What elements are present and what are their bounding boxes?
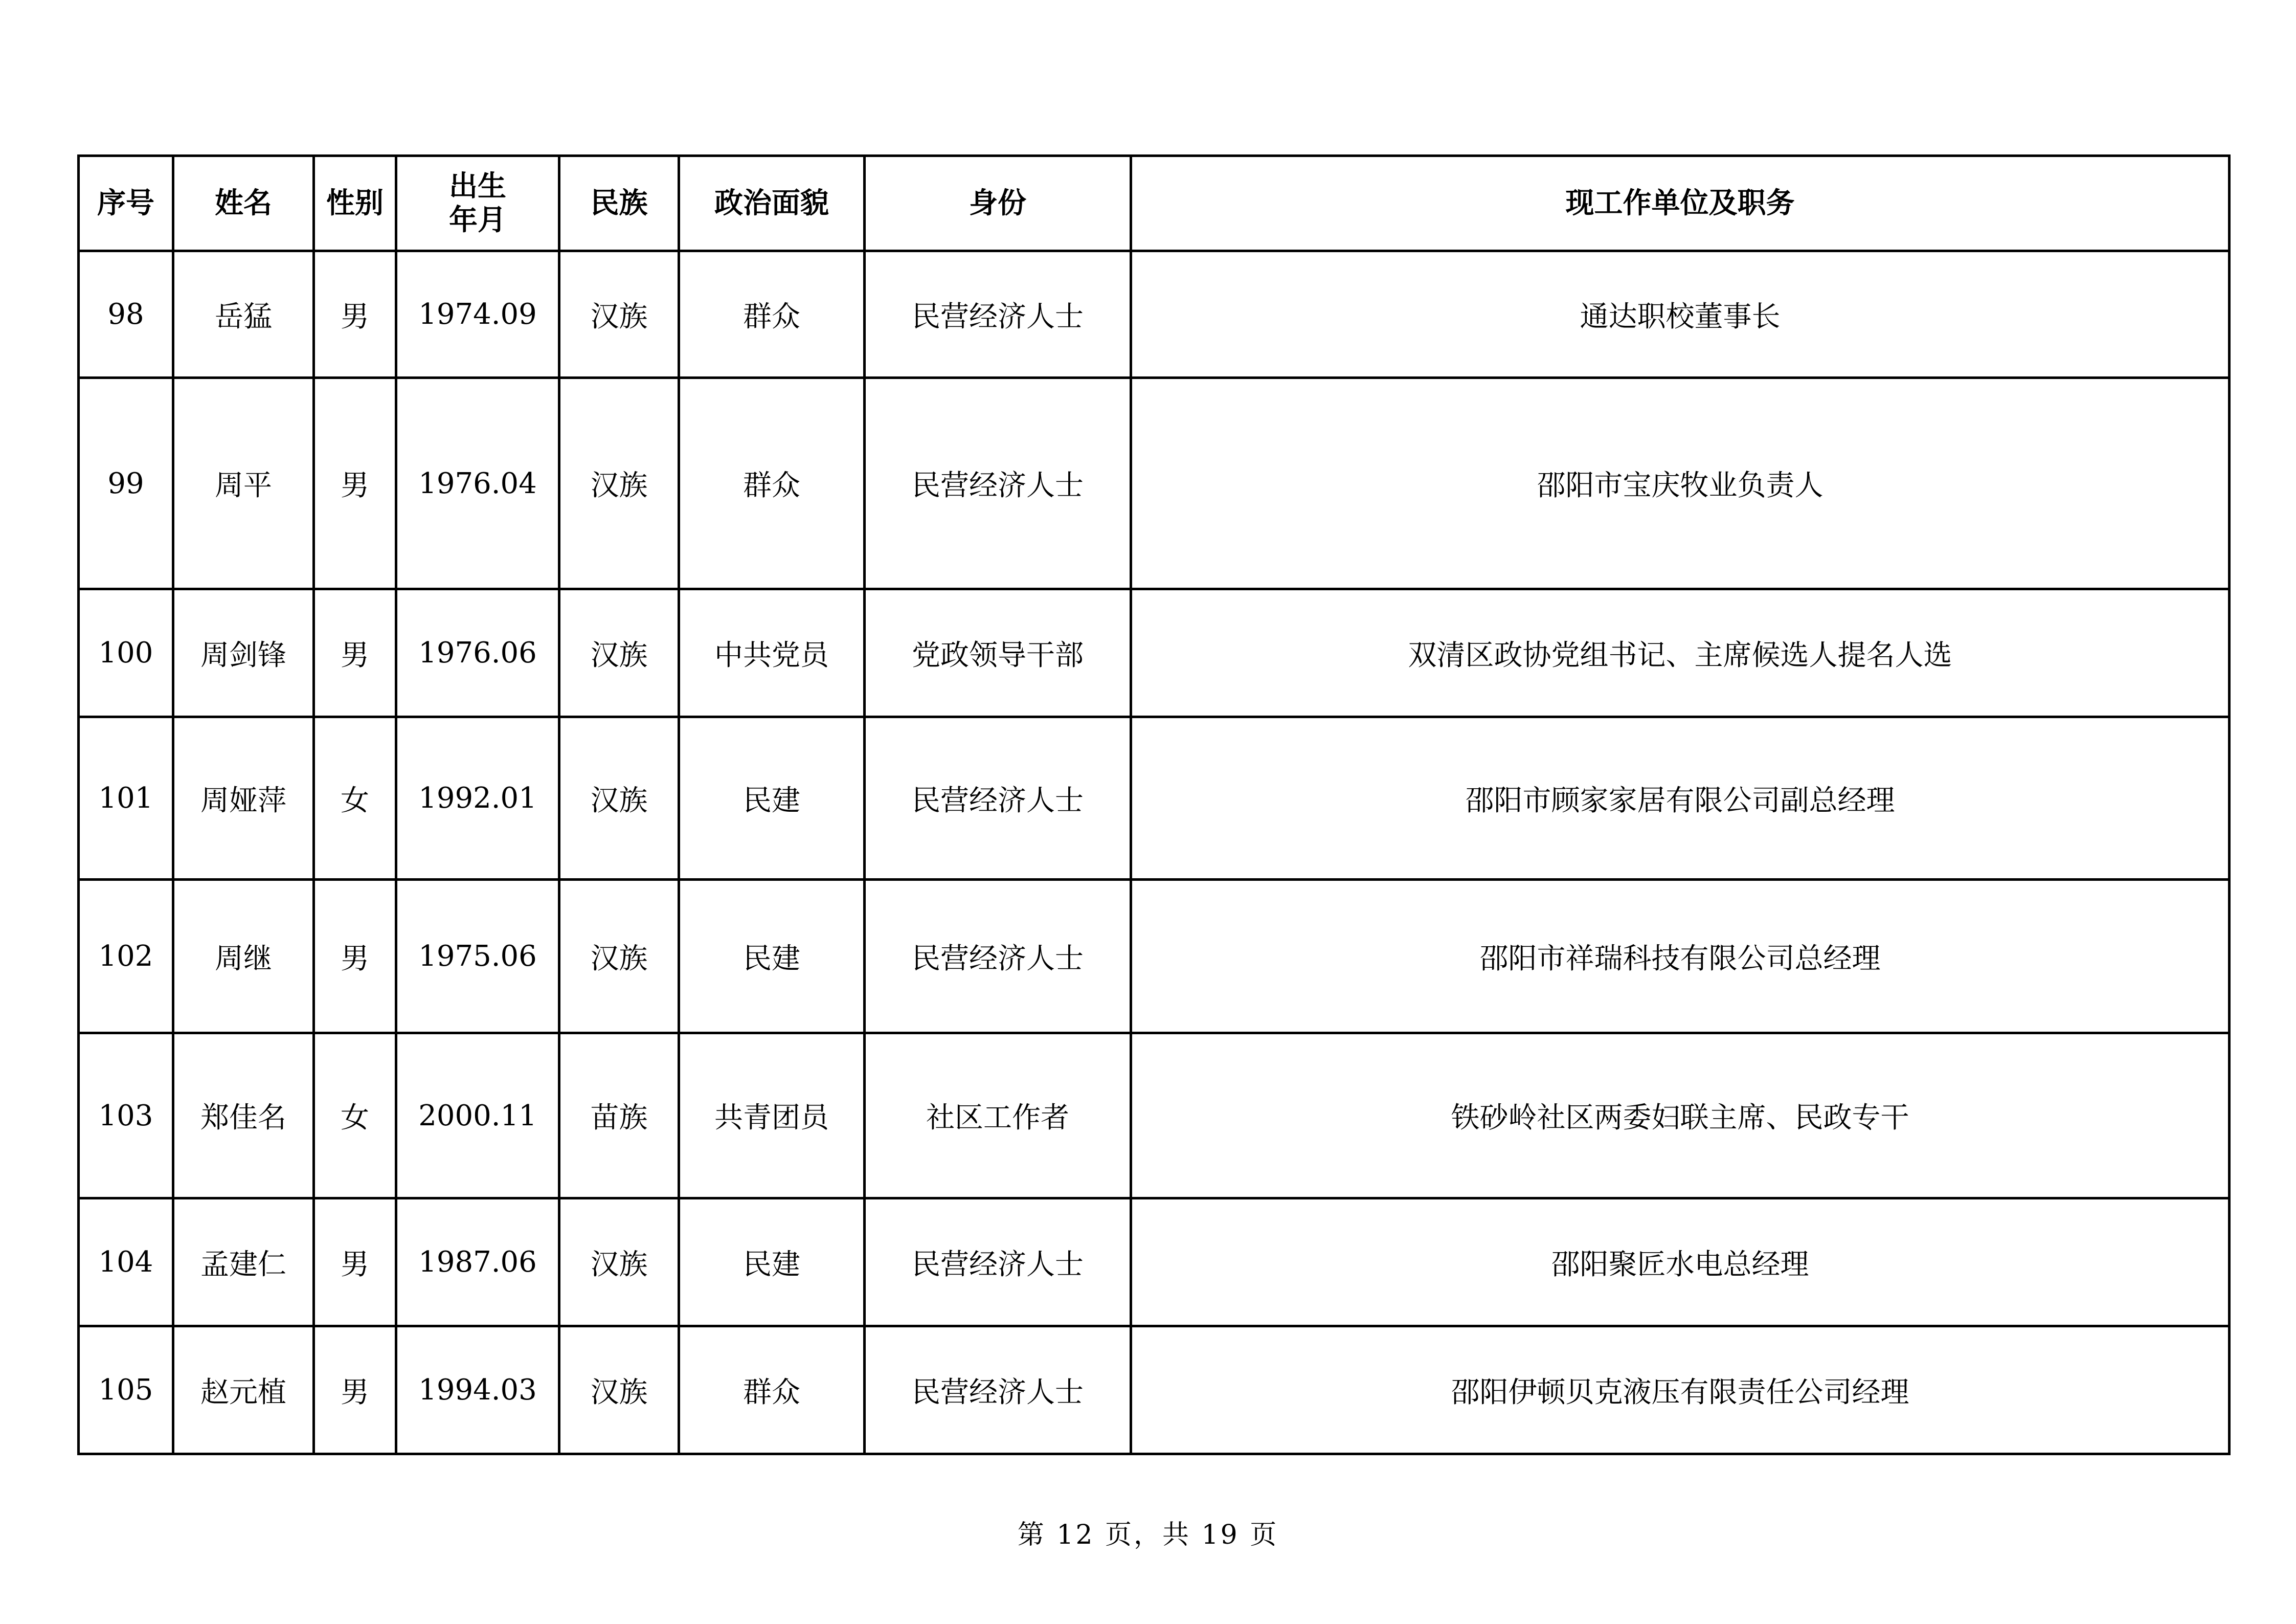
- cell-political: 共青团员: [679, 1033, 865, 1198]
- header-seq: 序号: [79, 156, 173, 251]
- cell-name: 孟建仁: [173, 1198, 314, 1326]
- header-gender: 性别: [314, 156, 396, 251]
- cell-name: 周继: [173, 880, 314, 1033]
- table-row: [79, 589, 2230, 717]
- cell-seq: 105: [79, 1326, 173, 1454]
- cell-gender: 女: [314, 1033, 396, 1198]
- cell-birth: 2000.11: [396, 1033, 559, 1198]
- cell-gender: 男: [314, 880, 396, 1033]
- cell-position: 双清区政协党组书记、主席候选人提名人选: [1131, 589, 2230, 717]
- cell-birth: 1975.06: [396, 880, 559, 1033]
- table-row: [79, 251, 2230, 378]
- cell-ethnicity: 汉族: [559, 717, 679, 880]
- cell-ethnicity: 汉族: [559, 880, 679, 1033]
- cell-political: 民建: [679, 880, 865, 1033]
- cell-gender: 女: [314, 717, 396, 880]
- cell-political: 民建: [679, 1198, 865, 1326]
- cell-gender: 男: [314, 1198, 396, 1326]
- cell-ethnicity: 苗族: [559, 1033, 679, 1198]
- cell-identity: 民营经济人士: [865, 1198, 1131, 1326]
- header-political: 政治面貌: [679, 156, 865, 251]
- cell-position: 邵阳聚匠水电总经理: [1131, 1198, 2230, 1326]
- cell-ethnicity: 汉族: [559, 1326, 679, 1454]
- header-birth: [396, 156, 559, 251]
- table-row: [79, 1198, 2230, 1326]
- cell-seq: 102: [79, 880, 173, 1033]
- cell-gender: 男: [314, 378, 396, 589]
- cell-name: 岳猛: [173, 251, 314, 378]
- cell-name: 赵元植: [173, 1326, 314, 1454]
- cell-identity: 党政领导干部: [865, 589, 1131, 717]
- cell-political: 群众: [679, 378, 865, 589]
- member-table: [77, 154, 2231, 1455]
- cell-gender: 男: [314, 251, 396, 378]
- cell-seq: 103: [79, 1033, 173, 1198]
- cell-political: 群众: [679, 251, 865, 378]
- header-ethnicity: 民族: [559, 156, 679, 251]
- cell-gender: 男: [314, 589, 396, 717]
- page-number-footer: 第 12 页，共 19 页: [1017, 1520, 1279, 1550]
- cell-position: 邵阳市祥瑞科技有限公司总经理: [1131, 880, 2230, 1033]
- cell-position: 邵阳市宝庆牧业负责人: [1131, 378, 2230, 589]
- cell-ethnicity: 汉族: [559, 589, 679, 717]
- cell-position: 邵阳市顾家家居有限公司副总经理: [1131, 717, 2230, 880]
- cell-seq: 99: [79, 378, 173, 589]
- cell-seq: 101: [79, 717, 173, 880]
- header-identity: 身份: [865, 156, 1131, 251]
- table-row: [79, 1326, 2230, 1454]
- cell-identity: 民营经济人士: [865, 251, 1131, 378]
- header-birth-line1: 出生: [449, 169, 506, 203]
- cell-identity: 民营经济人士: [865, 717, 1131, 880]
- table-row: [79, 717, 2230, 880]
- header-birth-line2: 年月: [449, 203, 506, 237]
- cell-name: 郑佳名: [173, 1033, 314, 1198]
- cell-seq: 100: [79, 589, 173, 717]
- cell-name: 周平: [173, 378, 314, 589]
- cell-birth: 1974.09: [396, 251, 559, 378]
- header-position: 现工作单位及职务: [1131, 156, 2230, 251]
- cell-identity: 民营经济人士: [865, 1326, 1131, 1454]
- cell-position: 通达职校董事长: [1131, 251, 2230, 378]
- cell-identity: 民营经济人士: [865, 880, 1131, 1033]
- cell-gender: 男: [314, 1326, 396, 1454]
- table-header-row: [79, 156, 2230, 251]
- cell-name: 周娅萍: [173, 717, 314, 880]
- cell-ethnicity: 汉族: [559, 251, 679, 378]
- header-name: 姓名: [173, 156, 314, 251]
- cell-political: 群众: [679, 1326, 865, 1454]
- cell-identity: 社区工作者: [865, 1033, 1131, 1198]
- cell-birth: 1994.03: [396, 1326, 559, 1454]
- cell-birth: 1987.06: [396, 1198, 559, 1326]
- cell-identity: 民营经济人士: [865, 378, 1131, 589]
- cell-seq: 98: [79, 251, 173, 378]
- cell-birth: 1976.06: [396, 589, 559, 717]
- table-row: [79, 1033, 2230, 1198]
- cell-political: 中共党员: [679, 589, 865, 717]
- cell-position: 铁砂岭社区两委妇联主席、民政专干: [1131, 1033, 2230, 1198]
- cell-ethnicity: 汉族: [559, 378, 679, 589]
- cell-name: 周剑锋: [173, 589, 314, 717]
- cell-birth: 1992.01: [396, 717, 559, 880]
- table-row: [79, 880, 2230, 1033]
- cell-position: 邵阳伊顿贝克液压有限责任公司经理: [1131, 1326, 2230, 1454]
- cell-birth: 1976.04: [396, 378, 559, 589]
- cell-ethnicity: 汉族: [559, 1198, 679, 1326]
- member-table-container: [77, 154, 2228, 1455]
- cell-political: 民建: [679, 717, 865, 880]
- table-row: [79, 378, 2230, 589]
- cell-seq: 104: [79, 1198, 173, 1326]
